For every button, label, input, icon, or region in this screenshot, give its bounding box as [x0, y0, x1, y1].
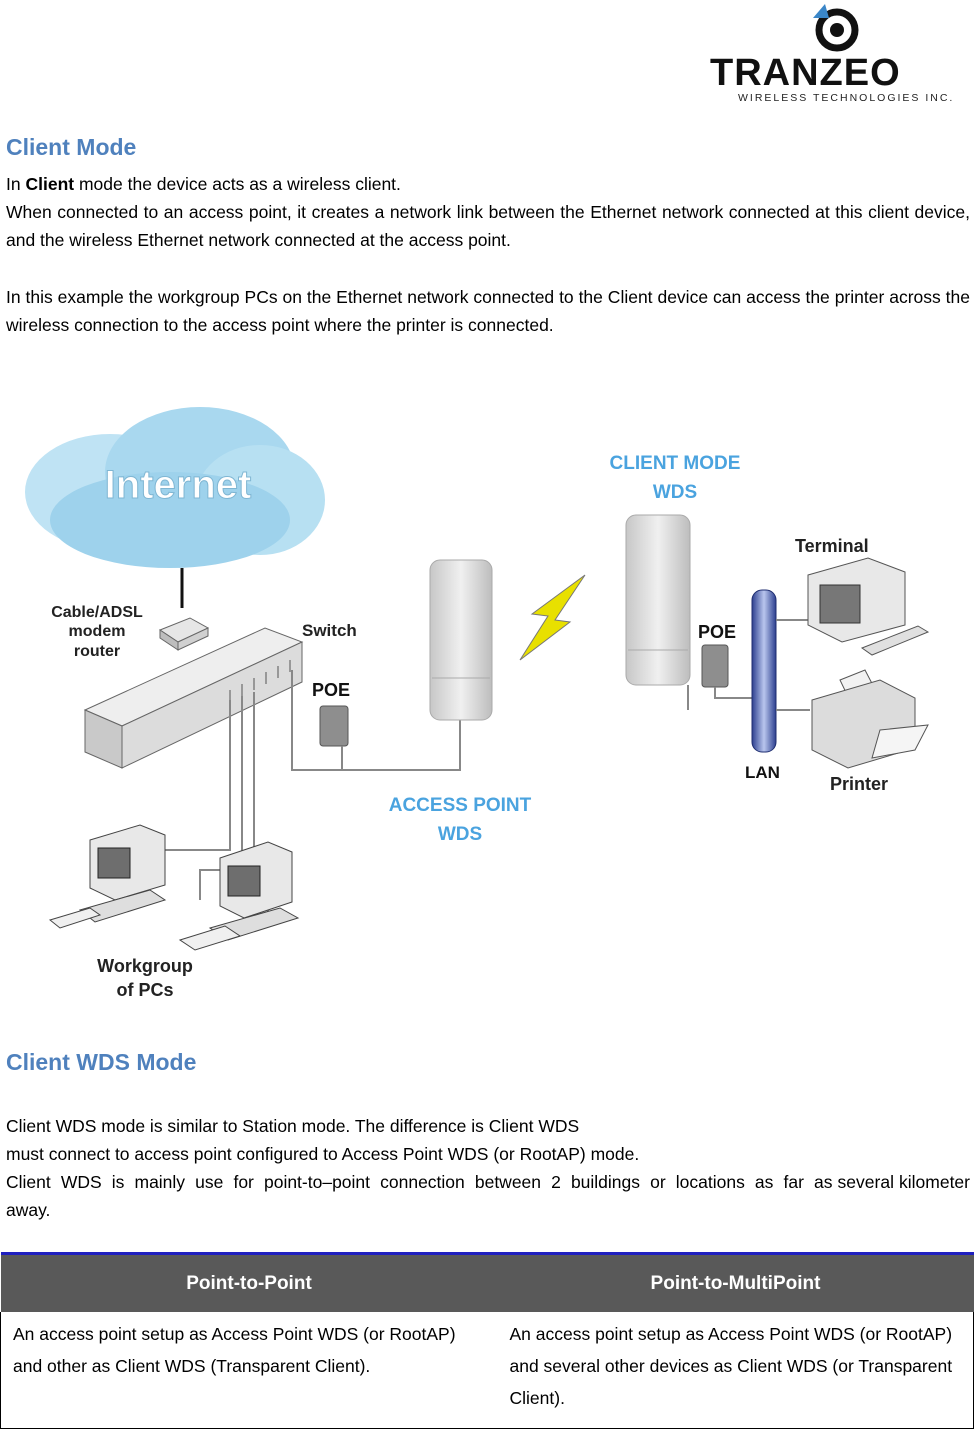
poe-injector-right — [702, 645, 728, 687]
modem-label-3: router — [73, 643, 121, 660]
table-row — [1, 1312, 974, 1429]
poe-injector-left — [320, 706, 348, 746]
client-wds-line2: must connect to access point configured to Access Point WDS (or RootAP) mode. — [6, 1144, 640, 1164]
table-header-row — [1, 1254, 974, 1313]
client-mode-para1: When connected to an access point, it creates a network link between the Ethernet network connected at this client device, and the wireless Ethernet network connected at the access point. — [6, 202, 970, 250]
cell-point-to-point: An access point setup as Access Point WDS (or RootAP) and other as Client WDS (Transparent Client). — [1, 1312, 498, 1429]
mode-comparison-table — [0, 1252, 974, 1429]
internet-label: Internet — [104, 463, 252, 507]
client-mode-line1-prefix: In — [6, 174, 26, 194]
header-point-to-point: Point-to-Point — [1, 1254, 498, 1313]
client-mode-line1-suffix: mode the device acts as a wireless client. — [74, 174, 401, 194]
workgroup-pc-2 — [180, 842, 298, 950]
cell-point-to-multipoint: An access point setup as Access Point WDS (or RootAP) and several other devices as Client WDS (or Transparent Client). — [498, 1312, 974, 1429]
network-diagram — [0, 380, 975, 1020]
access-point-label-1: ACCESS POINT — [388, 795, 532, 816]
switch-label: Switch — [302, 621, 357, 640]
terminal-computer — [808, 558, 928, 655]
modem-label-2: modem — [68, 623, 126, 640]
client-wds-para3: Client WDS is mainly use for point-to–point connection between 2 buildings or locations as far as several kilometer away. — [6, 1172, 975, 1220]
workgroup-label-1: Workgroup — [97, 956, 193, 976]
client-mode-heading: Client Mode — [6, 134, 137, 160]
access-point-label-2: WDS — [437, 824, 483, 845]
printer-device — [812, 670, 928, 768]
modem-label-1: Cable/ADSL — [51, 604, 143, 621]
poe-left-label: POE — [312, 680, 351, 700]
client-mode-label-2: WDS — [652, 482, 698, 503]
client-wds-line1: Client WDS mode is similar to Station mode. The difference is Client WDS — [6, 1116, 580, 1136]
wireless-link-icon — [520, 575, 585, 660]
client-mode-para2: In this example the workgroup PCs on the Ethernet network connected to the Client device can access the printer across the wireless connection to the access point where the printer is connected. — [6, 287, 970, 335]
lan-label: LAN — [745, 763, 780, 782]
client-device — [626, 515, 690, 685]
poe-right-label: POE — [698, 622, 737, 642]
access-point-device — [430, 560, 492, 720]
printer-label: Printer — [830, 774, 889, 794]
logo-tagline: WIRELESS TECHNOLOGIES INC. — [738, 92, 955, 104]
workgroup-label-2: of PCs — [116, 980, 174, 1000]
modem-router — [160, 618, 208, 650]
client-mode-label-1: CLIENT MODE — [609, 453, 741, 474]
header-point-to-multipoint: Point-to-MultiPoint — [498, 1254, 974, 1313]
logo-emblem-icon — [805, 0, 865, 58]
client-keyword: Client — [25, 174, 75, 194]
company-logo — [700, 0, 975, 110]
terminal-label: Terminal — [795, 536, 869, 556]
client-mode-line1 — [6, 170, 970, 198]
logo-wordmark: TRANZEO — [710, 52, 901, 94]
internet-cloud — [25, 407, 325, 568]
workgroup-pc-1 — [50, 825, 165, 928]
lan-backbone — [752, 590, 776, 752]
client-wds-mode-heading: Client WDS Mode — [6, 1049, 197, 1075]
